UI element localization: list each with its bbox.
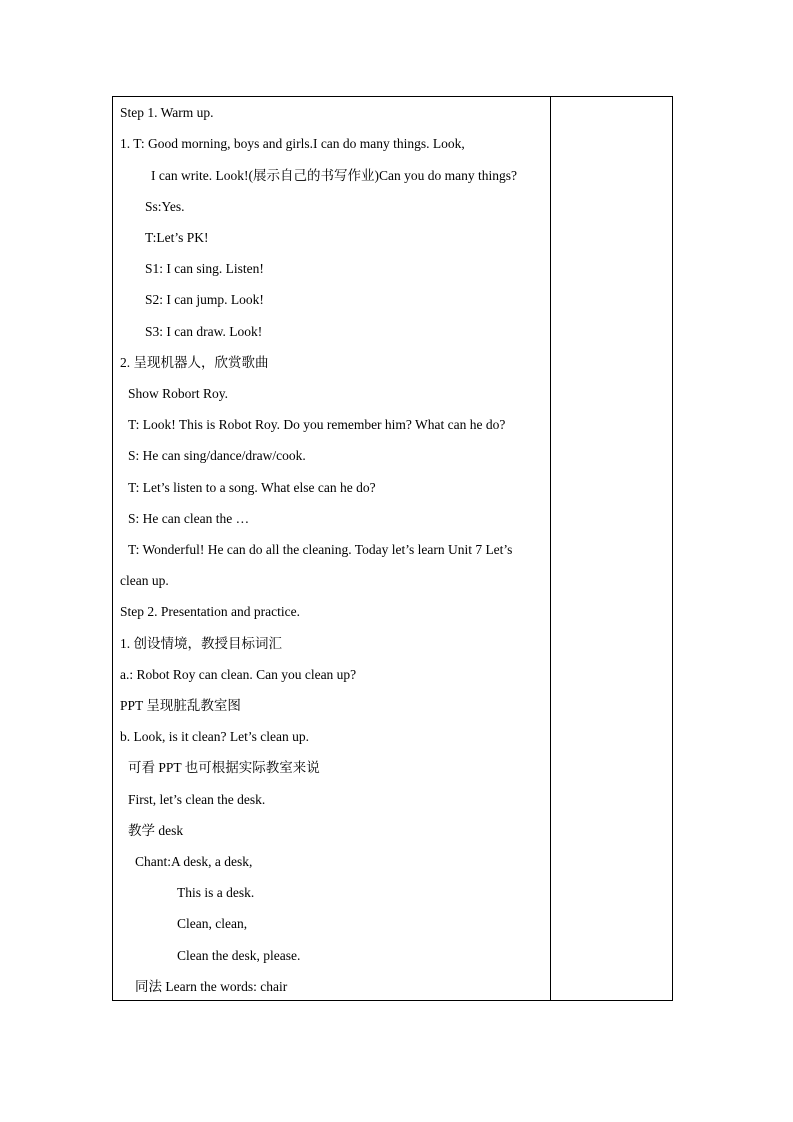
- chant-line-4: Clean the desk, please.: [177, 948, 301, 963]
- step2-heading: Step 2. Presentation and practice.: [120, 604, 300, 619]
- item-b-line: b. Look, is it clean? Let’s clean up.: [120, 729, 309, 744]
- ppt-or-classroom-line: 可看 PPT 也可根据实际教室来说: [128, 760, 320, 775]
- lesson-plan-table: [112, 96, 673, 1001]
- teacher-robot-line: T: Look! This is Robot Roy. Do you remember him? What can he do?: [128, 417, 506, 432]
- teacher-song-line: T: Let’s listen to a song. What else can he do?: [128, 480, 376, 495]
- item-a-line: a.: Robot Roy can clean. Can you clean up?: [120, 667, 357, 682]
- teacher-unit-line: T: Wonderful! He can do all the cleaning. Today let’s learn Unit 7 Let’s: [128, 542, 513, 557]
- students-yes-line: Ss:Yes.: [145, 199, 185, 214]
- learn-chair-line: 同法 Learn the words: chair: [135, 979, 288, 994]
- student1-line: S1: I can sing. Listen!: [145, 261, 264, 276]
- teacher-write-line: I can write. Look!(展示自己的书写作业)Can you do many things?: [151, 168, 517, 183]
- vocab-section-heading: 1. 创设情境，教授目标词汇: [120, 636, 282, 651]
- step1-heading: Step 1. Warm up.: [120, 105, 214, 120]
- student-clean-line: S: He can clean the …: [128, 511, 250, 526]
- show-robot-line: Show Robort Roy.: [128, 386, 229, 401]
- chant-line-1: Chant:A desk, a desk,: [135, 854, 253, 869]
- notes-column: [551, 97, 672, 1000]
- chant-line-2: This is a desk.: [177, 885, 255, 900]
- teacher-unit-line-cont: clean up.: [120, 573, 169, 588]
- student2-line: S2: I can jump. Look!: [145, 292, 264, 307]
- teach-desk-line: 教学 desk: [128, 823, 184, 838]
- student-robot-line: S: He can sing/dance/draw/cook.: [128, 448, 306, 463]
- teacher-pk-line: T:Let’s PK!: [145, 230, 209, 245]
- teacher-greeting-line: 1. T: Good morning, boys and girls.I can do many things. Look,: [120, 136, 465, 151]
- ppt-classroom-line: PPT 呈现脏乱教室图: [120, 698, 241, 713]
- chant-line-3: Clean, clean,: [177, 916, 248, 931]
- robot-section-heading: 2. 呈现机器人，欣赏歌曲: [120, 355, 269, 370]
- clean-desk-line: First, let’s clean the desk.: [128, 792, 266, 807]
- student3-line: S3: I can draw. Look!: [145, 324, 263, 339]
